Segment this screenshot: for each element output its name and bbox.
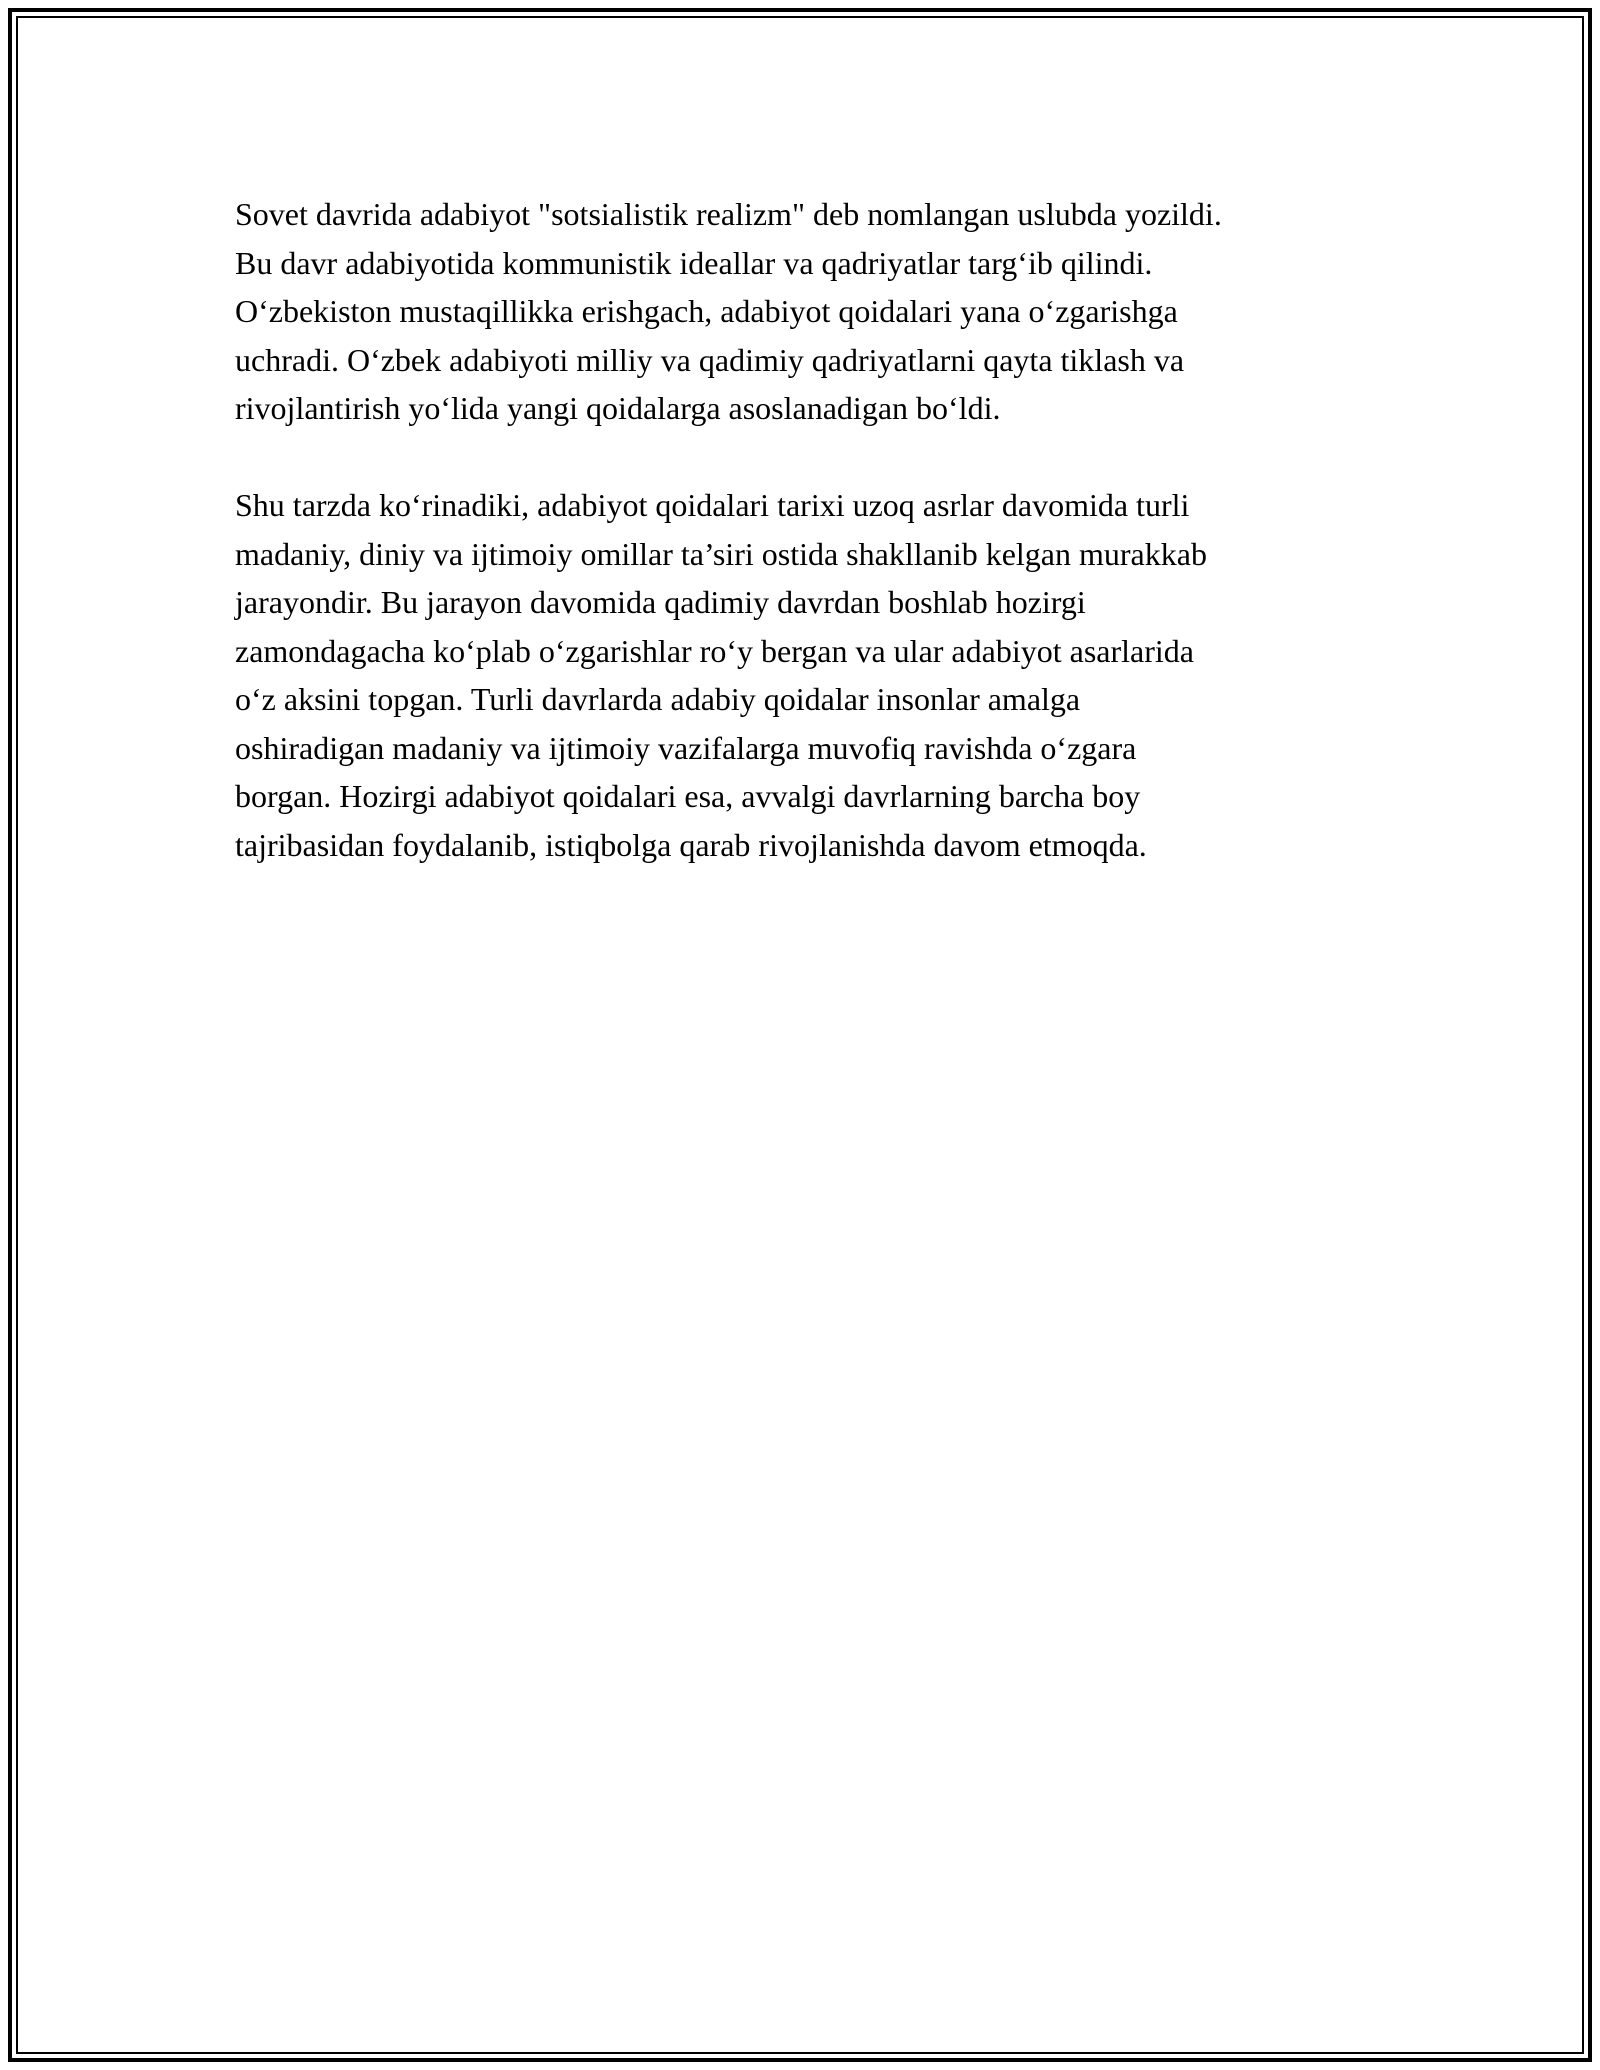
paragraph-line: Sovet davrida adabiyot "sotsialistik realizm" deb nomlangan uslubda yozildi. [235,196,1222,232]
paragraph-line: jarayondir. Bu jarayon davomida qadimiy davrdan boshlab hozirgi [235,584,1086,620]
document-body [235,190,1400,869]
paragraph-line: o‘z aksini topgan. Turli davrlarda adabiy qoidalar insonlar amalga [235,681,1081,717]
paragraph-line: Shu tarzda ko‘rinadiki, adabiyot qoidalari tarixi uzoq asrlar davomida turli [235,487,1190,523]
paragraph-line: madaniy, diniy va ijtimoiy omillar ta’siri ostida shakllanib kelgan murakkab [235,535,1207,572]
paragraph-line: oshiradigan madaniy va ijtimoiy vazifalarga muvofiq ravishda o‘zgara [235,729,1137,766]
paragraph-line: O‘zbekiston mustaqillikka erishgach, adabiyot qoidalari yana o‘zgarishga [235,293,1178,329]
paragraph-line: rivojlantirish yo‘lida yangi qoidalarga asoslanadigan bo‘ldi. [235,390,1001,426]
paragraph-line: zamondagacha ko‘plab o‘zgarishlar ro‘y bergan va ular adabiyot asarlarida [235,632,1194,669]
paragraph-line: uchradi. O‘zbek adabiyoti milliy va qadimiy qadriyatlarni qayta tiklash va [235,341,1185,378]
paragraph-line: tajribasidan foydalanib, istiqbolga qarab rivojlanishda davom etmoqda. [235,826,1147,863]
paragraph-line: Bu davr adabiyotida kommunistik ideallar va qadriyatlar targ‘ib qilindi. [235,244,1153,281]
paragraph-spacer [235,433,1400,482]
paragraph-1 [235,190,1400,433]
paragraph-2 [235,481,1400,869]
paragraph-line: borgan. Hozirgi adabiyot qoidalari esa, avvalgi davrlarning barcha boy [235,778,1141,814]
